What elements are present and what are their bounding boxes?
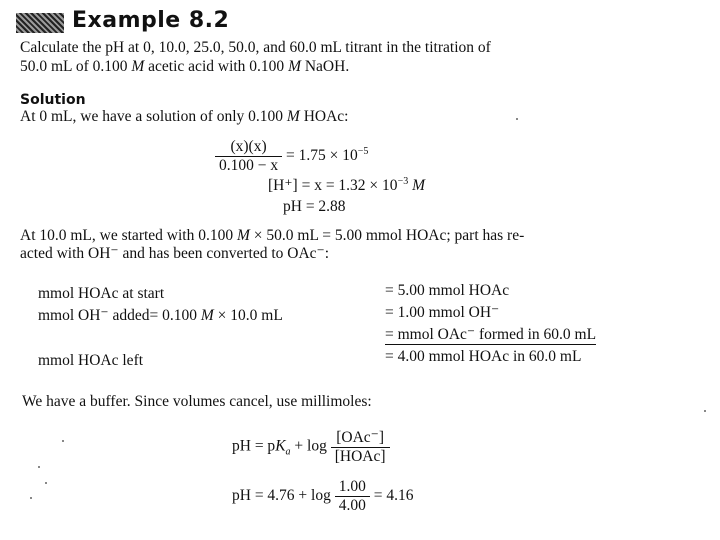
row2-right: = 1.00 mmol OH⁻ bbox=[385, 304, 500, 321]
hh-numerator: [OAc⁻] bbox=[336, 429, 384, 446]
ph10-rhs: = 4.16 bbox=[373, 487, 414, 505]
row1-right: = 5.00 mmol HOAc bbox=[385, 282, 510, 299]
para2-line-2: acted with OH⁻ and has been converted to OAc⁻: bbox=[20, 245, 330, 262]
example-title: Example 8.2 bbox=[72, 8, 230, 33]
problem-line-1: Calculate the pH at 0, 10.0, 25.0, 50.0, and 60.0 mL titrant in the titration of bbox=[20, 39, 491, 56]
ph10-numerator: 1.00 bbox=[338, 478, 366, 495]
row2-left-b: × 10.0 mL bbox=[213, 307, 283, 324]
hh-a: a bbox=[285, 446, 291, 458]
molar-symbol: M bbox=[288, 58, 301, 75]
equation-henderson bbox=[232, 428, 390, 466]
para2-line-1a: At 10.0 mL, we started with 0.100 bbox=[20, 227, 237, 244]
ka-exponent: −5 bbox=[357, 145, 369, 157]
molar-symbol: M bbox=[131, 58, 145, 75]
scan-speck bbox=[45, 482, 47, 484]
hh-lhs-a: pH = p bbox=[232, 437, 276, 455]
scan-speck bbox=[38, 466, 40, 468]
ph10-denominator: 4.00 bbox=[335, 496, 370, 515]
molar-symbol: M bbox=[200, 307, 214, 324]
problem-line-2a: 50.0 mL of 0.100 bbox=[20, 58, 132, 75]
hh-k: K bbox=[275, 437, 286, 455]
buffer-sentence: We have a buffer. Since volumes cancel, use millimoles: bbox=[22, 393, 372, 410]
ka-numerator: (x)(x) bbox=[230, 138, 267, 155]
problem-line-2c: NaOH. bbox=[300, 58, 350, 75]
hh-lhs-b: + log bbox=[290, 437, 331, 455]
solution-heading: Solution bbox=[20, 92, 86, 108]
para2-line-1 bbox=[20, 226, 524, 246]
equation-ph-10 bbox=[232, 478, 413, 515]
row1-left: mmol HOAc at start bbox=[38, 285, 165, 302]
equation-ph-0: pH = 2.88 bbox=[283, 198, 346, 215]
h-conc-unit: M bbox=[408, 177, 425, 195]
hh-denominator: [HOAc] bbox=[331, 447, 390, 466]
ka-rhs: = 1.75 × 10 bbox=[286, 147, 358, 165]
h-conc-exponent: −3 bbox=[397, 176, 409, 187]
h-conc-lhs: [H⁺] = x = 1.32 × 10 bbox=[268, 177, 398, 195]
molar-symbol: M bbox=[286, 108, 300, 125]
equation-ka bbox=[215, 138, 368, 175]
solution-line-1a: At 0 mL, we have a solution of only 0.100 bbox=[20, 108, 287, 125]
para2-line-1b: × 50.0 mL = 5.00 mmol HOAc; part has re- bbox=[249, 227, 525, 244]
row4-left: mmol HOAc left bbox=[38, 352, 144, 369]
row4-right: = 4.00 mmol HOAc in 60.0 mL bbox=[385, 348, 582, 365]
scan-speck bbox=[704, 410, 706, 412]
ka-denominator: 0.100 − x bbox=[215, 156, 282, 175]
row2-left bbox=[38, 306, 283, 325]
ka-fraction bbox=[215, 138, 282, 175]
scan-speck bbox=[62, 440, 64, 442]
solution-line-1b: HOAc: bbox=[299, 108, 349, 125]
equation-h-conc bbox=[268, 176, 425, 195]
ph10-fraction bbox=[335, 478, 370, 515]
scan-speck bbox=[30, 497, 32, 499]
scan-speck bbox=[516, 118, 518, 120]
row2-left-a: mmol OH⁻ added= 0.100 bbox=[38, 307, 201, 324]
problem-line-2 bbox=[20, 57, 349, 77]
row3-right: = mmol OAc⁻ formed in 60.0 mL bbox=[385, 326, 597, 343]
ph10-lhs: pH = 4.76 + log bbox=[232, 487, 335, 505]
problem-line-2b: acetic acid with 0.100 bbox=[144, 58, 289, 75]
molar-symbol: M bbox=[236, 227, 250, 244]
example-marker bbox=[16, 13, 64, 33]
hh-fraction bbox=[331, 428, 390, 466]
solution-line-1 bbox=[20, 107, 348, 127]
